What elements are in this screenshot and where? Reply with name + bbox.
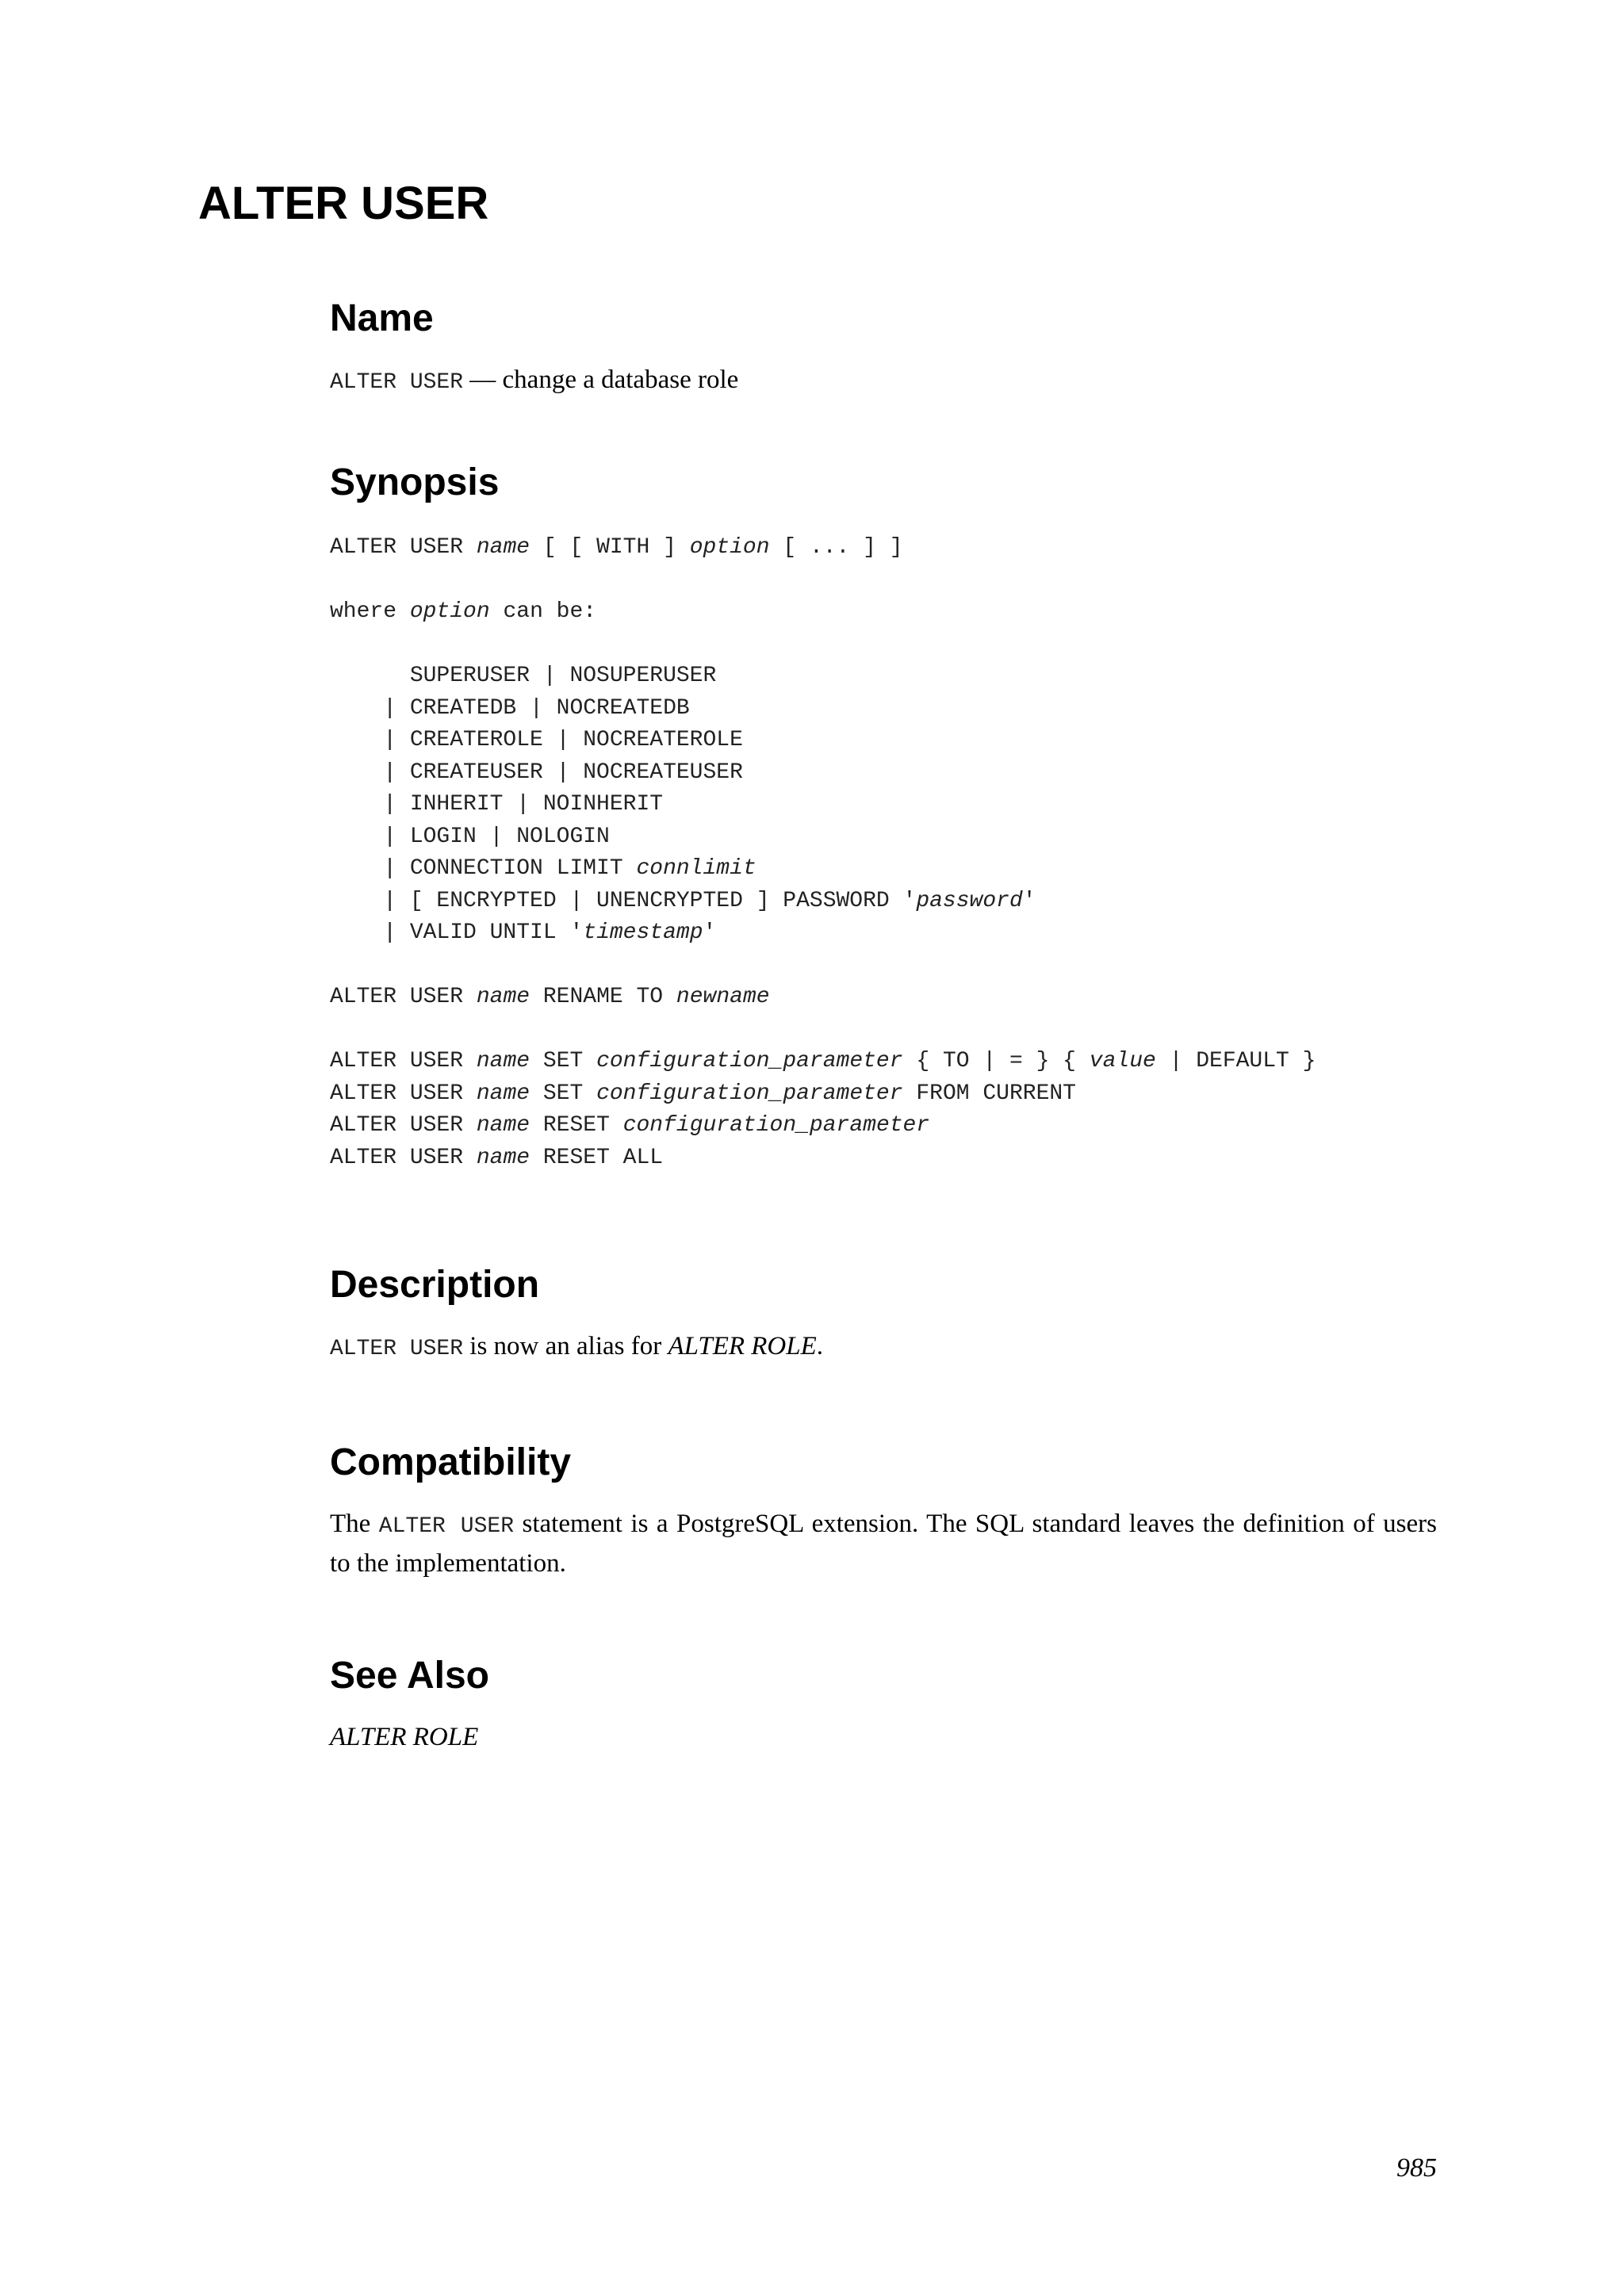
synopsis-keyword: ALTER USER bbox=[330, 985, 477, 1009]
synopsis-placeholder: option bbox=[409, 599, 490, 624]
synopsis-section bbox=[330, 461, 1437, 1174]
synopsis-keyword: | CREATEDB | NOCREATEDB bbox=[330, 695, 690, 721]
synopsis-placeholder: name bbox=[476, 1049, 530, 1073]
synopsis-keyword: { TO | = } { bbox=[902, 1049, 1090, 1073]
synopsis-placeholder: name bbox=[476, 1113, 530, 1138]
description-section bbox=[330, 1266, 1437, 1368]
synopsis-keyword: | CREATEUSER | NOCREATEUSER bbox=[330, 760, 743, 785]
synopsis-line bbox=[330, 1049, 1316, 1073]
synopsis-placeholder: timestamp bbox=[583, 920, 703, 945]
synopsis-heading: Synopsis bbox=[330, 461, 500, 503]
name-section bbox=[330, 297, 1437, 401]
synopsis-keyword: ALTER USER bbox=[330, 1081, 477, 1106]
synopsis-keyword: | CONNECTION LIMIT bbox=[330, 856, 637, 881]
synopsis-keyword: ALTER USER bbox=[330, 1113, 477, 1138]
synopsis-keyword: ALTER USER bbox=[330, 1145, 477, 1170]
synopsis-placeholder: connlimit bbox=[636, 856, 756, 881]
synopsis-keyword: SUPERUSER | NOSUPERUSER bbox=[330, 664, 717, 688]
synopsis-line bbox=[330, 1113, 929, 1138]
synopsis-placeholder: name bbox=[476, 1081, 530, 1106]
synopsis-keyword: [ [ WITH ] bbox=[530, 535, 690, 560]
synopsis-line bbox=[330, 1081, 1076, 1106]
compatibility-text-start: The bbox=[330, 1510, 379, 1538]
page-title: ALTER USER bbox=[198, 178, 489, 229]
synopsis-code-block bbox=[330, 532, 1437, 1174]
see-also-section bbox=[330, 1657, 1437, 1755]
synopsis-keyword: FROM CURRENT bbox=[902, 1081, 1076, 1106]
synopsis-keyword: | LOGIN | NOLOGIN bbox=[330, 824, 610, 849]
description-paragraph bbox=[330, 1328, 1437, 1368]
synopsis-keyword: can be: bbox=[489, 599, 597, 624]
synopsis-line bbox=[330, 1146, 663, 1170]
synopsis-placeholder: password bbox=[916, 888, 1023, 913]
synopsis-keyword: where bbox=[330, 599, 410, 624]
synopsis-keyword: ' bbox=[703, 920, 717, 945]
description-text-end: . bbox=[816, 1332, 824, 1360]
synopsis-line bbox=[330, 599, 596, 624]
command-summary: — change a database role bbox=[463, 365, 739, 394]
synopsis-keyword: RESET bbox=[530, 1113, 623, 1138]
synopsis-placeholder: configuration_parameter bbox=[596, 1081, 903, 1106]
synopsis-keyword: ALTER USER bbox=[330, 535, 477, 560]
name-heading: Name bbox=[330, 297, 434, 339]
synopsis-placeholder: newname bbox=[676, 985, 770, 1009]
synopsis-keyword: [ ... ] ] bbox=[769, 535, 903, 560]
synopsis-line bbox=[330, 728, 743, 752]
compatibility-text: statement is a PostgreSQL extension. The SQL standard leaves the definition of users to the implementation. bbox=[330, 1510, 1438, 1578]
synopsis-line bbox=[330, 535, 903, 560]
synopsis-line bbox=[330, 920, 716, 945]
compatibility-section bbox=[330, 1441, 1438, 1582]
synopsis-keyword: SET bbox=[530, 1081, 597, 1106]
compatibility-command: ALTER USER bbox=[378, 1514, 515, 1539]
synopsis-placeholder: name bbox=[476, 985, 530, 1009]
name-paragraph bbox=[330, 362, 1437, 401]
synopsis-line bbox=[330, 825, 610, 849]
synopsis-line bbox=[330, 760, 743, 785]
command-name: ALTER USER bbox=[330, 370, 464, 395]
synopsis-keyword: RENAME TO bbox=[530, 985, 676, 1009]
synopsis-placeholder: value bbox=[1089, 1049, 1156, 1073]
synopsis-line bbox=[330, 696, 690, 721]
synopsis-keyword: ' bbox=[1022, 888, 1036, 913]
synopsis-placeholder: name bbox=[476, 1145, 530, 1170]
synopsis-placeholder: configuration_parameter bbox=[622, 1113, 930, 1138]
synopsis-keyword: | INHERIT | NOINHERIT bbox=[330, 792, 664, 817]
synopsis-keyword: | VALID UNTIL ' bbox=[330, 920, 584, 945]
synopsis-line bbox=[330, 792, 663, 817]
see-also-heading: See Also bbox=[330, 1655, 489, 1697]
compatibility-paragraph bbox=[330, 1506, 1437, 1582]
synopsis-keyword: RESET ALL bbox=[530, 1145, 664, 1170]
synopsis-line bbox=[330, 985, 770, 1009]
synopsis-keyword: | CREATEROLE | NOCREATEROLE bbox=[330, 728, 743, 752]
synopsis-keyword: SET bbox=[530, 1049, 597, 1073]
description-command: ALTER USER bbox=[330, 1337, 464, 1361]
synopsis-line bbox=[330, 664, 716, 688]
synopsis-line bbox=[330, 856, 756, 881]
synopsis-placeholder: option bbox=[689, 535, 770, 560]
page-number: 985 bbox=[1396, 2153, 1437, 2183]
synopsis-keyword: | DEFAULT } bbox=[1155, 1049, 1316, 1073]
description-text: is now an alias for bbox=[463, 1332, 668, 1360]
see-also-link[interactable]: ALTER ROLE bbox=[330, 1723, 479, 1751]
synopsis-line bbox=[330, 889, 1036, 913]
synopsis-keyword: | [ ENCRYPTED | UNENCRYPTED ] PASSWORD ' bbox=[330, 888, 917, 913]
synopsis-placeholder: configuration_parameter bbox=[596, 1049, 903, 1073]
description-heading: Description bbox=[330, 1264, 540, 1306]
synopsis-keyword: ALTER USER bbox=[330, 1049, 477, 1073]
synopsis-placeholder: name bbox=[476, 535, 530, 560]
alter-role-link[interactable]: ALTER ROLE bbox=[668, 1332, 817, 1360]
compatibility-heading: Compatibility bbox=[330, 1441, 572, 1483]
